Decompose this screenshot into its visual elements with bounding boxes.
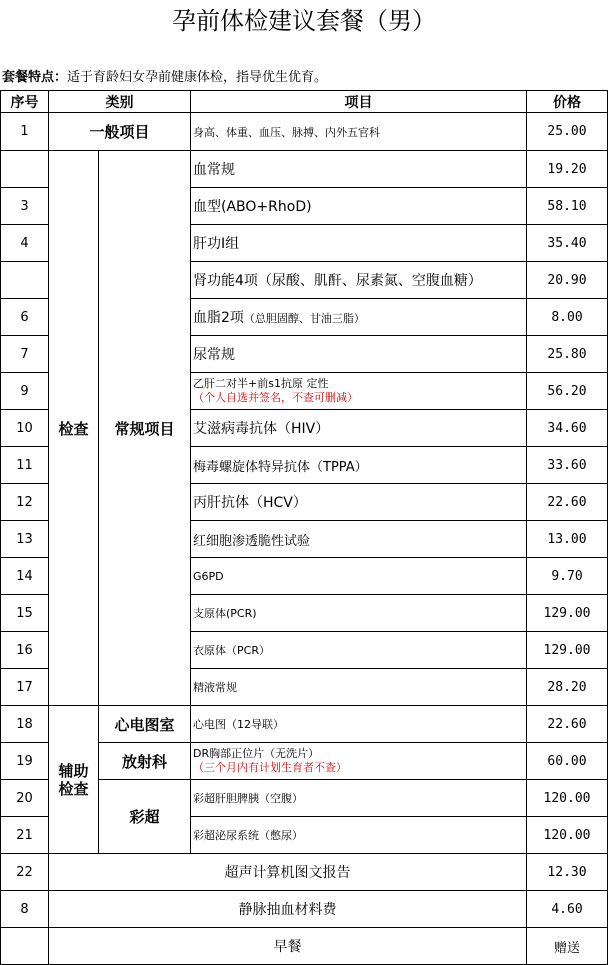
category-aux-label: 辅助检查: [58, 761, 89, 798]
price-cell: 12.30: [527, 854, 608, 891]
item-cell: 身高、体重、血压、脉搏、内外五官科: [191, 113, 527, 151]
item-cell: 艾滋病毒抗体（HIV）: [191, 410, 527, 447]
item-cell: 丙肝抗体（HCV）: [191, 484, 527, 521]
seq-cell: [1, 262, 49, 299]
item-cell: 支原体(PCR): [191, 595, 527, 632]
item-cell: G6PD: [191, 558, 527, 595]
feature-text: 适于育龄妇女孕前健康体检，指导优生优育。: [67, 70, 328, 85]
category-routine: 常规项目: [99, 151, 191, 706]
category-ultrasound: 彩超: [99, 780, 191, 854]
price-cell: 129.00: [527, 632, 608, 669]
price-cell: 25.80: [527, 336, 608, 373]
item-cell: 肾功能4项（尿酸、肌酐、尿素氮、空腹血糖）: [191, 262, 527, 299]
price-cell: 33.60: [527, 447, 608, 484]
seq-cell: 16: [1, 632, 49, 669]
seq-cell: 3: [1, 188, 49, 225]
table-row: [1, 113, 608, 151]
item-cell: 心电图（12导联）: [191, 706, 527, 743]
item-cell: 静脉抽血材料费: [49, 891, 527, 928]
seq-cell: 22: [1, 854, 49, 891]
item-cell: 彩超泌尿系统（憋尿）: [191, 817, 527, 854]
seq-cell: 1: [1, 113, 49, 151]
item-text: DR胸部正位片（无洗片）: [193, 747, 320, 760]
price-cell: 赠送: [527, 928, 608, 965]
seq-cell: 11: [1, 447, 49, 484]
price-cell: 56.20: [527, 373, 608, 410]
category-aux: [49, 706, 99, 854]
seq-cell: 12: [1, 484, 49, 521]
seq-cell: 4: [1, 225, 49, 262]
seq-cell: 17: [1, 669, 49, 706]
price-cell: 22.60: [527, 484, 608, 521]
seq-cell: 8: [1, 891, 49, 928]
package-table: [0, 90, 608, 965]
item-text: 乙肝二对半+前s1抗原 定性: [193, 377, 329, 390]
item-text: 血脂2项: [193, 310, 244, 326]
item-note: （总胆固醇、甘油三脂）: [243, 312, 365, 325]
item-cell: 肝功Ⅰ组: [191, 225, 527, 262]
table-row: [1, 151, 608, 188]
seq-cell: 20: [1, 780, 49, 817]
item-note-red: （个人自选并签名，不查可删减）: [193, 391, 358, 404]
price-cell: 34.60: [527, 410, 608, 447]
seq-cell: 19: [1, 743, 49, 780]
seq-cell: 6: [1, 299, 49, 336]
price-cell: 13.00: [527, 521, 608, 558]
item-cell: 梅毒螺旋体特异抗体（TPPA）: [191, 447, 527, 484]
price-cell: 22.60: [527, 706, 608, 743]
item-cell: [191, 743, 527, 780]
package-feature: [2, 67, 602, 89]
item-cell: 红细胞渗透脆性试验: [191, 521, 527, 558]
item-cell: 血型(ABO+RhoD): [191, 188, 527, 225]
seq-cell: 21: [1, 817, 49, 854]
price-cell: 9.70: [527, 558, 608, 595]
header-item: 项目: [191, 91, 527, 113]
price-cell: 4.60: [527, 891, 608, 928]
item-cell: 衣原体（PCR）: [191, 632, 527, 669]
feature-label: 套餐特点：: [2, 70, 68, 85]
table-row: [1, 891, 608, 928]
item-cell: 血常规: [191, 151, 527, 188]
price-cell: 19.20: [527, 151, 608, 188]
seq-cell: 7: [1, 336, 49, 373]
price-cell: 35.40: [527, 225, 608, 262]
seq-cell: [1, 928, 49, 965]
category-general: 一般项目: [49, 113, 191, 151]
price-cell: 58.10: [527, 188, 608, 225]
price-cell: 120.00: [527, 780, 608, 817]
item-note-red: （三个月内有计划生育者不查）: [193, 761, 347, 774]
price-cell: 25.00: [527, 113, 608, 151]
item-cell: 超声计算机图文报告: [49, 854, 527, 891]
item-cell: [191, 373, 527, 410]
price-cell: 120.00: [527, 817, 608, 854]
item-cell: 尿常规: [191, 336, 527, 373]
seq-cell: 9: [1, 373, 49, 410]
table-row: [1, 928, 608, 965]
header-price: 价格: [527, 91, 608, 113]
item-cell: 彩超肝胆脾胰（空腹）: [191, 780, 527, 817]
category-ecg: 心电图室: [99, 706, 191, 743]
seq-cell: 10: [1, 410, 49, 447]
item-cell: [191, 299, 527, 336]
header-seq: 序号: [1, 91, 49, 113]
page-title: 孕前体检建议套餐（男）: [172, 7, 436, 35]
header-row: [1, 91, 608, 113]
seq-cell: 14: [1, 558, 49, 595]
price-cell: 28.20: [527, 669, 608, 706]
seq-cell: 13: [1, 521, 49, 558]
price-cell: 20.90: [527, 262, 608, 299]
table-row: [1, 854, 608, 891]
seq-cell: 15: [1, 595, 49, 632]
seq-cell: 18: [1, 706, 49, 743]
price-cell: 8.00: [527, 299, 608, 336]
category-radiology: 放射科: [99, 743, 191, 780]
price-cell: 129.00: [527, 595, 608, 632]
item-cell: 早餐: [49, 928, 527, 965]
seq-cell: [1, 151, 49, 188]
category-exam: 检查: [49, 151, 99, 706]
item-cell: 精液常规: [191, 669, 527, 706]
table-row: [1, 706, 608, 743]
price-cell: 60.00: [527, 743, 608, 780]
header-category: 类别: [49, 91, 191, 113]
